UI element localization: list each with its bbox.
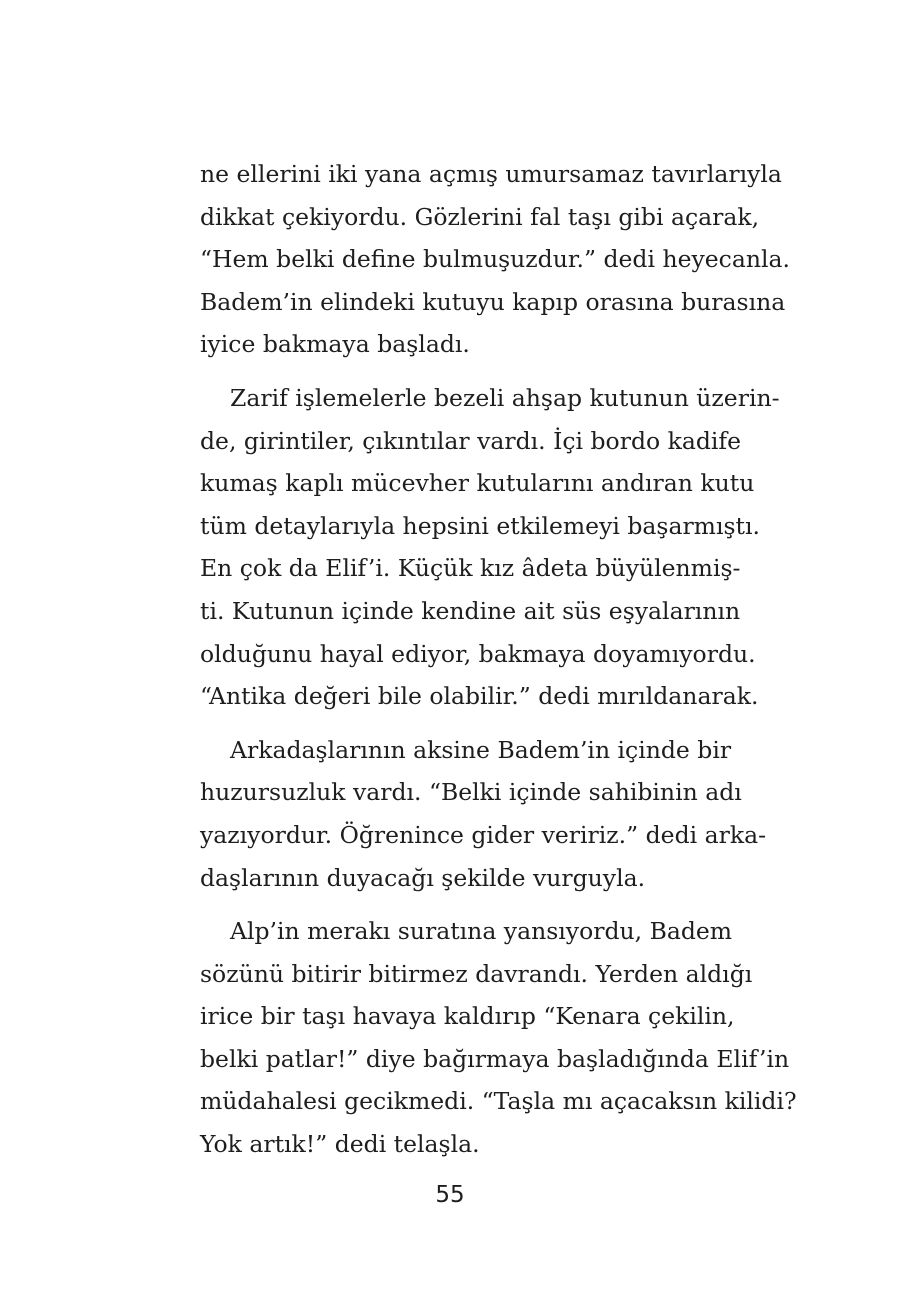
text-line: Alp’in merakı suratına yansıyordu, Badem: [230, 917, 733, 946]
text-line: Arkadaşlarının aksine Badem’in içinde bir: [230, 735, 732, 764]
text-line: kumaş kaplı mücevher kutularını andıran kutu: [200, 469, 755, 498]
paragraph: [200, 377, 780, 718]
text-line: ti. Kutunun içinde kendine ait süs eşyalarının: [200, 596, 741, 625]
text-line: iyice bakmaya başladı.: [200, 330, 470, 359]
text-line: En çok da Elif’i. Küçük kız âdeta büyülenmiş-: [200, 554, 741, 583]
paragraph: [200, 729, 767, 899]
text-line: olduğunu hayal ediyor, bakmaya doyamıyordu.: [200, 639, 756, 668]
page-number: 55: [435, 1182, 465, 1208]
text-line: dikkat çekiyordu. Gözlerini fal taşı gibi açarak,: [200, 202, 760, 231]
text-line: Yok artık!” dedi telaşla.: [200, 1130, 480, 1159]
text-line: müdahalesi gecikmedi. “Taşla mı açacaksın kilidi?: [200, 1087, 797, 1116]
text-line: daşlarının duyacağı şekilde vurguyla.: [200, 863, 646, 892]
text-line: Zarif işlemelerle bezeli ahşap kutunun üzerin-: [230, 383, 780, 412]
text-line: Badem’in elindeki kutuyu kapıp orasına burasına: [200, 287, 786, 316]
text-line: “Antika değeri bile olabilir.” dedi mırıldanarak.: [200, 682, 759, 711]
text-line: sözünü bitirir bitirmez davrandı. Yerden aldığı: [200, 959, 753, 988]
text-line: de, girintiler, çıkıntılar vardı. İçi bordo kadife: [200, 426, 742, 455]
text-line: yazıyordur. Öğrenince gider veririz.” dedi arka-: [200, 820, 767, 849]
text-line: irice bir taşı havaya kaldırıp “Kenara çekilin,: [200, 1002, 735, 1031]
paragraph: [200, 153, 790, 366]
text-line: belki patlar!” diye bağırmaya başladığında Elif’in: [200, 1044, 790, 1073]
text-line: “Hem belki define bulmuşuzdur.” dedi heyecanla.: [200, 245, 790, 274]
body-text: [200, 153, 797, 1166]
text-line: tüm detaylarıyla hepsini etkilemeyi başarmıştı.: [200, 511, 760, 540]
text-line: ne ellerini iki yana açmış umursamaz tavırlarıyla: [200, 160, 782, 188]
text-line: huzursuzluk vardı. “Belki içinde sahibinin adı: [200, 778, 742, 807]
paragraph: [200, 910, 797, 1166]
